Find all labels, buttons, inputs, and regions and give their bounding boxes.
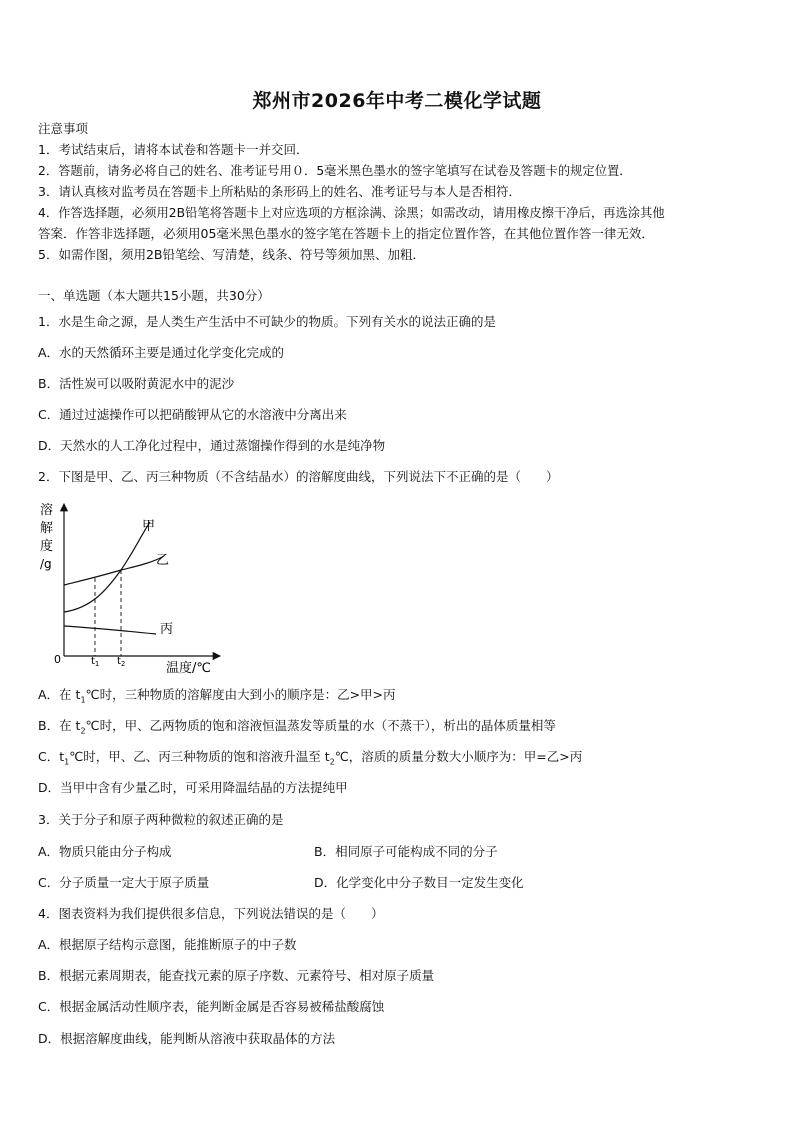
notice-item: 答案．作答非选择题，必须用05毫米黑色墨水的签字笔在答题卡上的指定位置作答，在其他位置作答一律无效． xyxy=(38,226,654,241)
question-3-option-d: D．化学变化中分子数目一定发生变化 xyxy=(314,875,524,890)
notice-item: 1．考试结束后，请将本试卷和答题卡一并交回． xyxy=(38,142,309,157)
question-2-option-b: B．在 $t_2℃$时，甲、乙两物质的饱和溶液恒温蒸发等质量的水（不蒸干），析出的晶体质量相等 xyxy=(38,718,556,736)
question-4-stem: 4．图表资料为我们提供很多信息，下列说法错误的是（ ） xyxy=(38,906,384,921)
question-1-option-d: D．天然水的人工净化过程中，通过蒸馏操作得到的水是纯净物 xyxy=(38,438,386,453)
question-4-option-c: C．根据金属活动性顺序表，能判断金属是否容易被稀盐酸腐蚀 xyxy=(38,999,385,1014)
question-4-option-b: B．根据元素周期表，能查找元素的原子序数、元素符号、相对原子质量 xyxy=(38,968,435,983)
y-label-char: 溶 xyxy=(40,503,54,518)
series-label-jia: 甲 xyxy=(142,519,156,534)
question-2-option-a: A．在 $t_1℃$时，三种物质的溶解度由大到小的顺序是：乙>甲>丙 xyxy=(38,687,396,705)
notice-item: 5．如需作图，须用2B铅笔绘、写清楚，线条、符号等须加黑、加粗． xyxy=(38,247,425,262)
x-axis-label: 温度/℃ xyxy=(166,661,211,676)
question-4-option-d: D．根据溶解度曲线，能判断从溶液中获取晶体的方法 xyxy=(38,1031,336,1046)
question-4-option-a: A．根据原子结构示意图，能推断原子的中子数 xyxy=(38,937,297,952)
series-yi-curve xyxy=(64,556,164,585)
solubility-chart xyxy=(36,496,226,676)
y-label-char: 解 xyxy=(40,521,54,536)
notice-item: 2．答题前，请务必将自己的姓名、准考证号用０．5毫米黑色墨水的签字笔填写在试卷及答题卡的规定位置． xyxy=(38,164,632,178)
notice-heading: 注意事项 xyxy=(38,121,89,136)
question-3-option-c: C．分子质量一定大于原子质量 xyxy=(38,875,210,890)
series-label-yi: 乙 xyxy=(156,553,170,568)
question-3-option-a: A．物质只能由分子构成 xyxy=(38,844,172,859)
y-label-char: /g xyxy=(40,557,52,571)
question-2-option-c: C．$t_1℃$时，甲、乙、丙三种物质的饱和溶液升温至 $t_2℃$，溶质的质量分数大小顺序为：甲=乙>丙 xyxy=(38,749,583,767)
series-label-bing: 丙 xyxy=(160,622,174,637)
tick-label-t2: $t_2$ xyxy=(117,656,126,668)
series-bing-curve xyxy=(64,626,156,634)
series-jia-curve xyxy=(64,522,150,612)
question-1-option-c: C．通过过滤操作可以把硝酸钾从它的水溶液中分离出来 xyxy=(38,407,347,422)
question-1-option-a: A．水的天然循环主要是通过化学变化完成的 xyxy=(38,345,285,360)
question-3-option-b: B．相同原子可能构成不同的分子 xyxy=(314,844,498,859)
question-2-option-d: D．当甲中含有少量乙时，可采用降温结晶的方法提纯甲 xyxy=(38,780,348,795)
y-label-char: 度 xyxy=(40,539,54,554)
question-1-option-b: B．活性炭可以吸附黄泥水中的泥沙 xyxy=(38,376,235,391)
page-title: 郑州市2026年中考二模化学试题 xyxy=(252,90,542,112)
notice-item: 3．请认真核对监考员在答题卡上所粘贴的条形码上的姓名、准考证号与本人是否相符． xyxy=(38,184,521,199)
section-heading: 一、单选题（本大题共15小题，共30分） xyxy=(38,288,270,303)
question-1-stem: 1．水是生命之源，是人类生产生活中不可缺少的物质。下列有关水的说法正确的是 xyxy=(38,314,496,329)
question-2-stem: 2．下图是甲、乙、丙三种物质（不含结晶水）的溶解度曲线，下列说法下不正确的是（ ） xyxy=(38,469,559,484)
notice-item: 4．作答选择题，必须用2B铅笔将答题卡上对应选项的方框涂满、涂黑；如需改动，请用橡皮擦干净后，再选涂其他 xyxy=(38,206,665,220)
tick-label-t1: $t_1$ xyxy=(91,656,100,668)
question-3-stem: 3．关于分子和原子两种微粒的叙述正确的是 xyxy=(38,812,284,827)
origin-label: 0 xyxy=(54,653,61,666)
